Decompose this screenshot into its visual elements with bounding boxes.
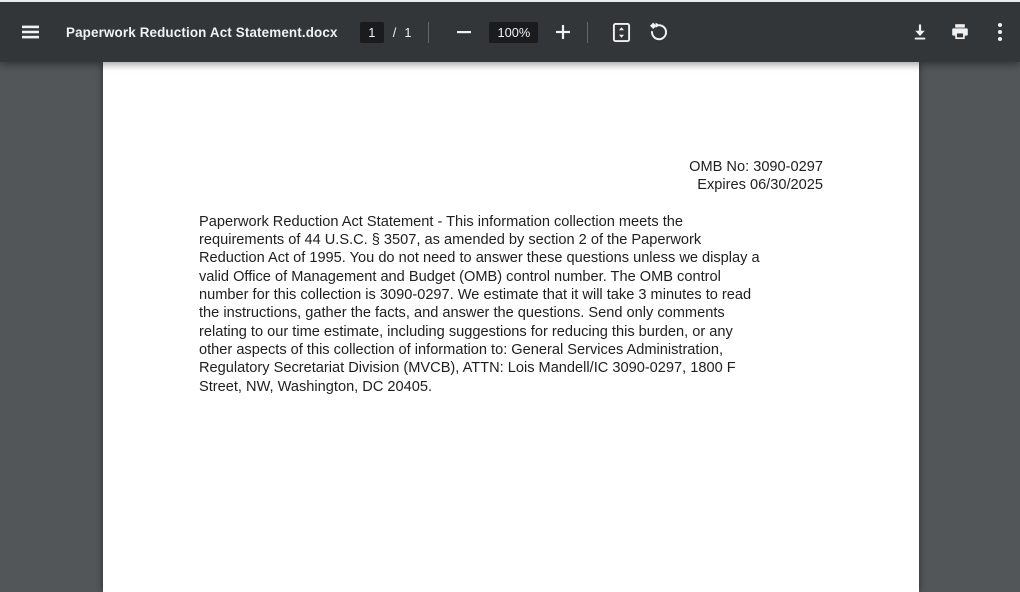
paperwork-reduction-paragraph <box>199 213 823 396</box>
text-line: other aspects of this collection of information to: General Services Administration, <box>199 341 724 358</box>
document-title: Paperwork Reduction Act Statement.docx <box>66 24 338 40</box>
print-icon <box>950 22 970 42</box>
rotate-button[interactable] <box>647 20 671 44</box>
text-line: relating to our time estimate, including suggestions for reducing this burden, or any <box>199 323 733 340</box>
download-button[interactable] <box>908 20 932 44</box>
toolbar-right-section <box>671 20 1020 44</box>
fit-page-button[interactable] <box>609 20 633 44</box>
text-line: Regulatory Secretariat Division (MVCB), ATTN: Lois Mandell/IC 3090-0297, 1800 F <box>199 360 736 377</box>
page-number-input[interactable] <box>360 22 384 43</box>
more-options-button[interactable] <box>988 20 1012 44</box>
plus-icon <box>555 24 571 40</box>
text-line: Street, NW, Washington, DC 20405. <box>199 378 433 395</box>
print-button[interactable] <box>948 20 972 44</box>
text-line: Reduction Act of 1995. You do not need to answer these questions unless we display a <box>199 250 760 267</box>
fit-page-icon <box>611 22 632 43</box>
text-line: requirements of 44 U.S.C. § 3507, as amended by section 2 of the Paperwork <box>199 232 702 249</box>
page-count-label: 1 <box>404 24 412 40</box>
zoom-level-badge: 100% <box>489 22 538 43</box>
text-line: OMB No: 3090-0297 <box>689 159 823 175</box>
download-icon <box>910 22 930 42</box>
document-page <box>103 62 919 592</box>
zoom-in-button[interactable] <box>551 20 575 44</box>
document-content <box>103 62 919 396</box>
menu-button[interactable] <box>19 20 43 44</box>
viewer-toolbar <box>0 2 1020 62</box>
minus-icon <box>456 24 472 40</box>
toolbar-center-section <box>360 20 671 44</box>
text-line: the instructions, gather the facts, and answer the questions. Send only comments <box>199 305 725 322</box>
hamburger-icon <box>22 25 40 39</box>
browser-window-edge <box>0 0 1020 2</box>
zoom-out-button[interactable] <box>452 20 476 44</box>
toolbar-left-section <box>0 20 360 44</box>
text-line: number for this collection is 3090-0297. We estimate that it will take 3 minutes to read <box>199 287 752 304</box>
toolbar-separator <box>428 22 429 43</box>
text-line: Paperwork Reduction Act Statement - This information collection meets the <box>199 213 683 230</box>
kebab-menu-icon <box>997 22 1003 42</box>
toolbar-separator <box>587 22 588 43</box>
text-line: valid Office of Management and Budget (OMB) control number. The OMB control <box>199 268 721 285</box>
rotate-ccw-icon <box>648 21 670 43</box>
blank-line <box>199 195 823 213</box>
omb-header-block <box>199 158 823 195</box>
text-line: Expires 06/30/2025 <box>697 177 823 194</box>
page-divider: / <box>392 24 397 40</box>
